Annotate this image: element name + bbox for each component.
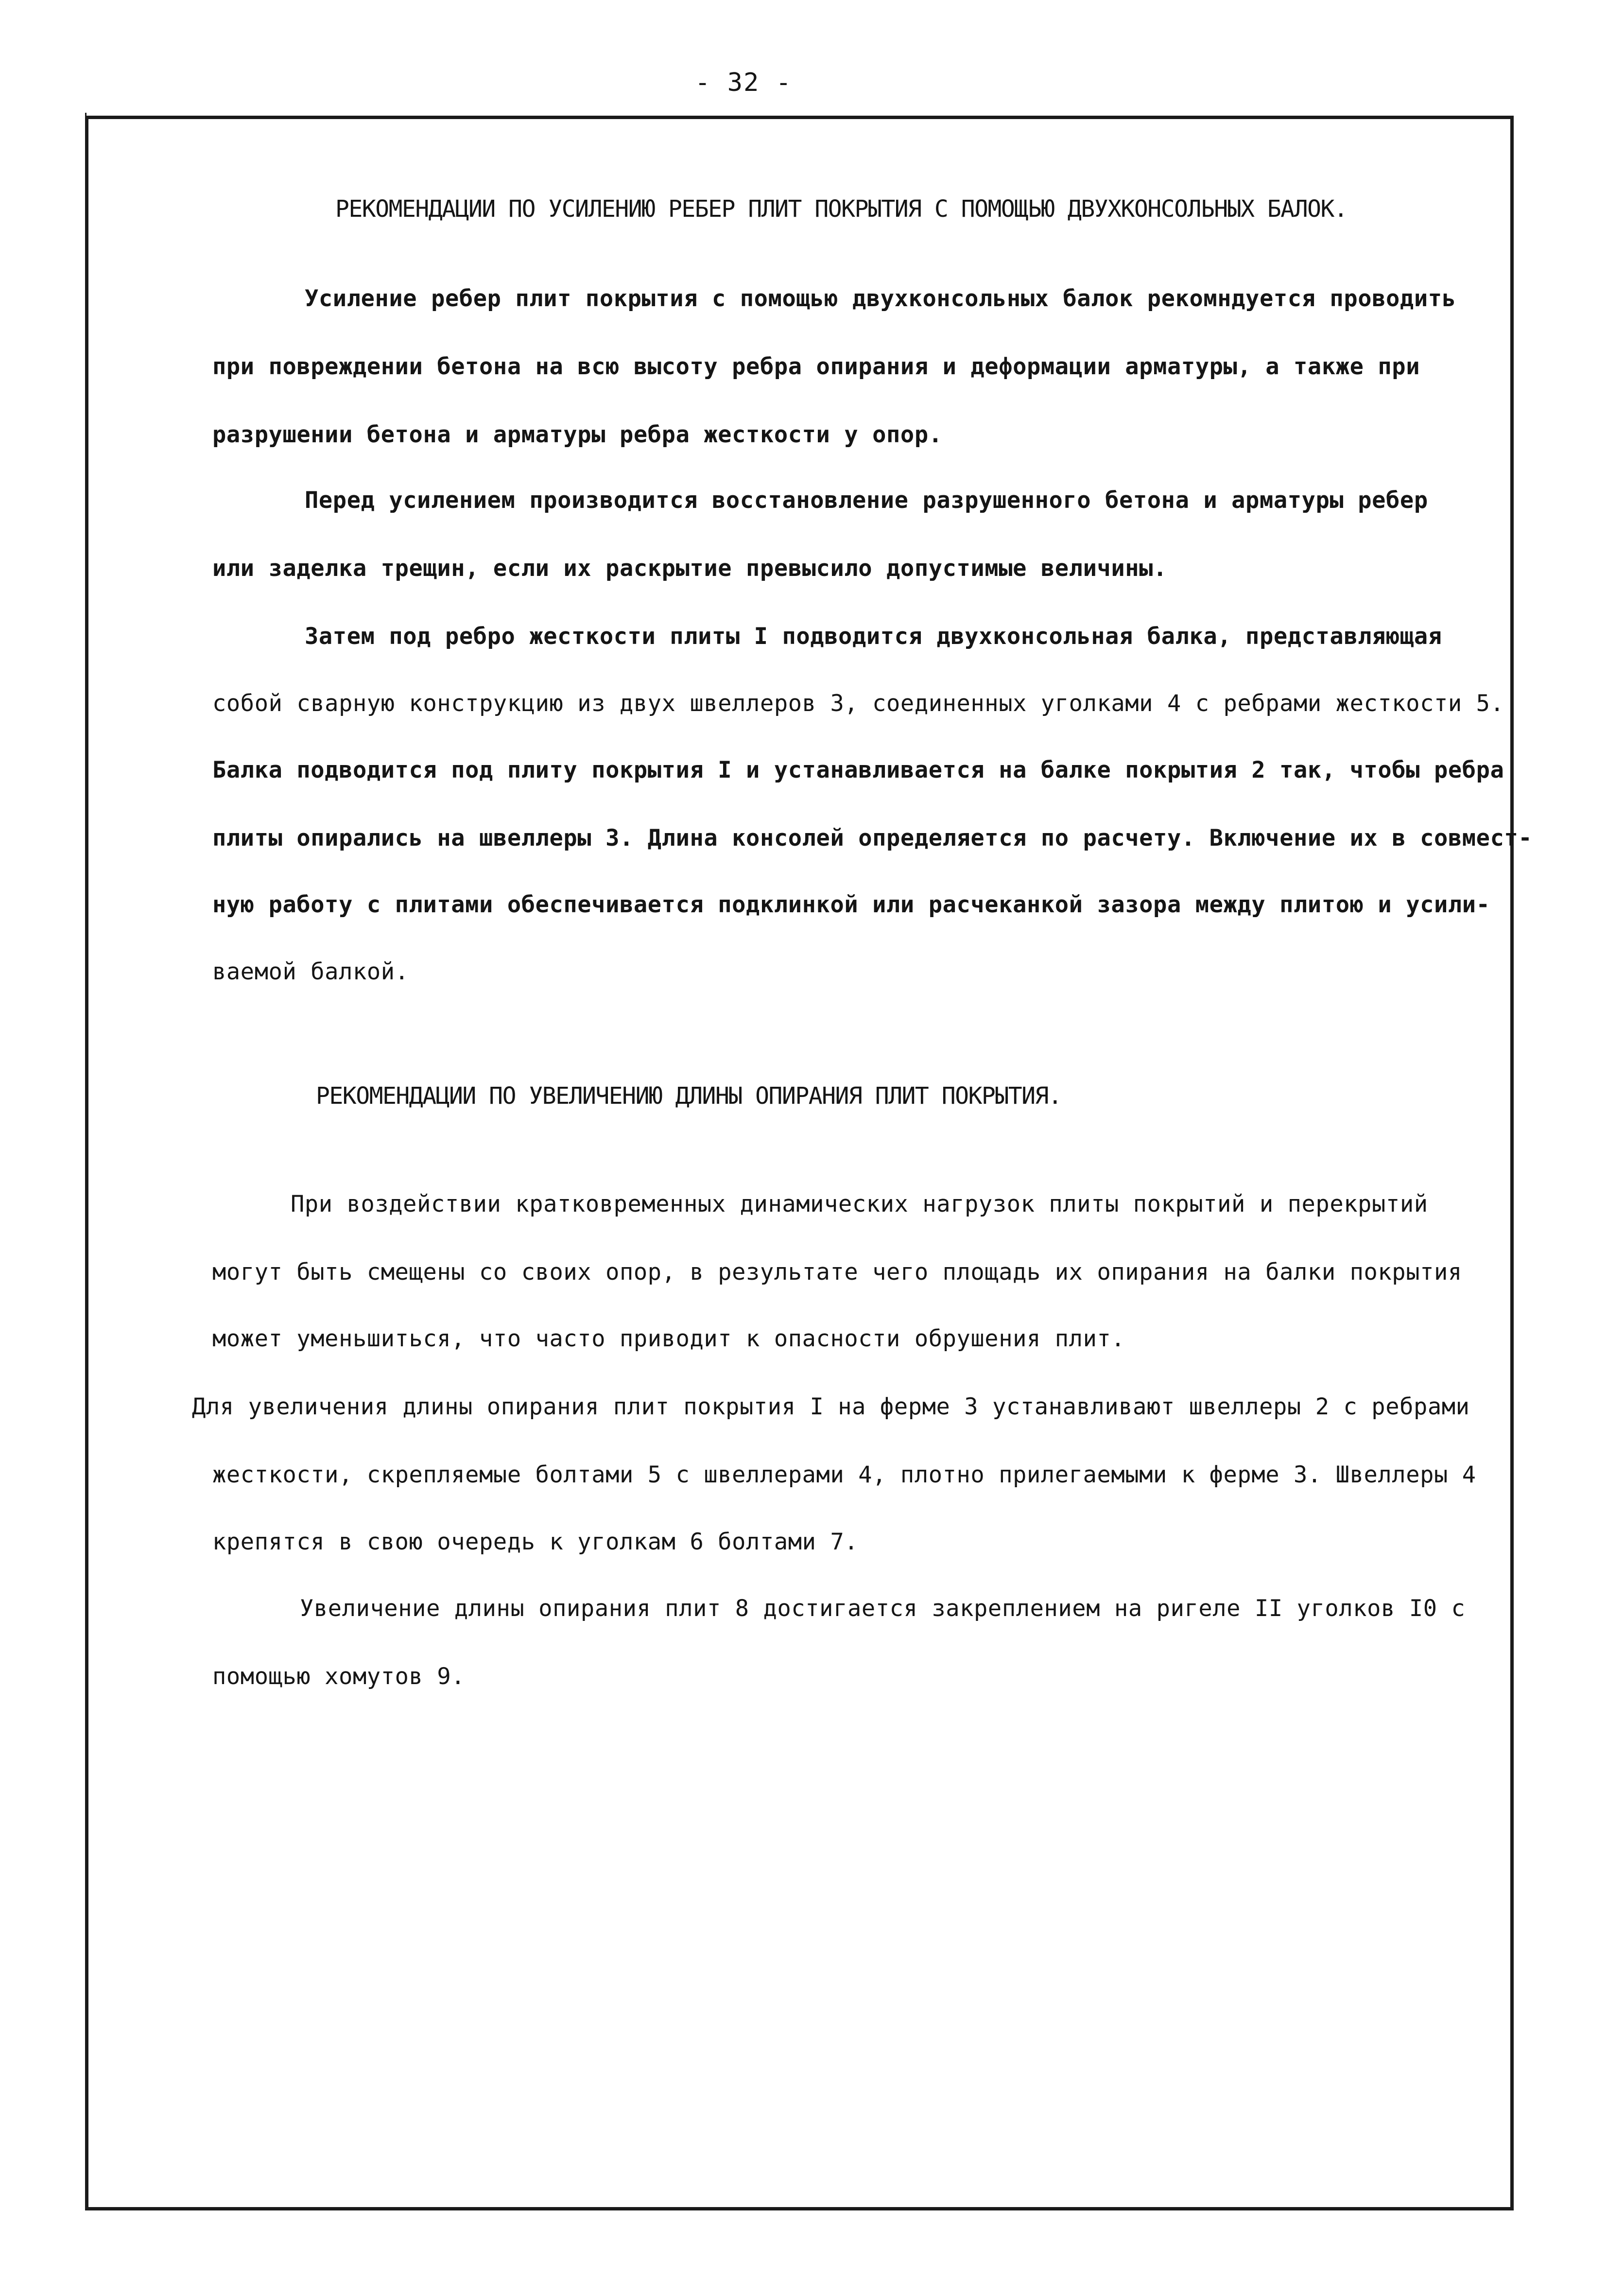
s1-line: ную работу с плитами обеспечивается подклинкой или расчеканкой зазора между плитою и усили-: [212, 891, 1490, 918]
s1-line: ваемой балкой.: [212, 958, 409, 985]
s1-line: при повреждении бетона на всю высоту ребра опирания и деформации арматуры, а также при: [212, 353, 1420, 380]
s1-line: или заделка трещин, если их раскрытие превысило допустимые величины.: [212, 555, 1167, 582]
s2-line: Для увеличения длины опирания плит покрытия I на ферме 3 устанавливают швеллеры 2 с ребрами: [192, 1393, 1470, 1420]
s1-line: Усиление ребер плит покрытия с помощью двухконсольных балок рекомндуется проводить: [305, 285, 1456, 312]
s1-line: собой сварную конструкцию из двух швеллеров 3, соединенных уголками 4 с ребрами жесткости 5.: [212, 690, 1504, 717]
s2-line: При воздействии кратковременных динамических нагрузок плиты покрытий и перекрытий: [291, 1191, 1428, 1218]
section1-heading: РЕКОМЕНДАЦИИ ПО УСИЛЕНИЮ РЕБЕР ПЛИТ ПОКРЫТИЯ С ПОМОЩЬЮ ДВУХКОНСОЛЬНЫХ БАЛОК.: [335, 195, 1348, 223]
section2-heading: РЕКОМЕНДАЦИИ ПО УВЕЛИЧЕНИЮ ДЛИНЫ ОПИРАНИЯ ПЛИТ ПОКРЫТИЯ.: [316, 1082, 1062, 1110]
s2-line: жесткости, скрепляемые болтами 5 с швеллерами 4, плотно прилегаемыми к ферме 3. Швеллеры 4: [212, 1461, 1476, 1488]
s2-line: может уменьшиться, что часто приводит к опасности обрушения плит.: [212, 1325, 1125, 1352]
s1-line: плиты опирались на швеллеры 3. Длина консолей определяется по расчету. Включение их в совмест-: [212, 825, 1533, 852]
page-number: - 32 -: [695, 68, 792, 97]
s1-line: разрушении бетона и арматуры ребра жесткости у опор.: [212, 421, 943, 448]
s1-line: Затем под ребро жесткости плиты I подводится двухконсольная балка, представляющая: [305, 623, 1442, 650]
s1-line: Балка подводится под плиту покрытия I и устанавливается на балке покрытия 2 так, чтобы ребра: [212, 757, 1504, 783]
s2-line: крепятся в свою очередь к уголкам 6 болтами 7.: [212, 1529, 859, 1555]
s2-line: Увеличение длины опирания плит 8 достигается закреплением на ригеле II уголков I0 с: [300, 1595, 1466, 1622]
s1-line: Перед усилением производится восстановление разрушенного бетона и арматуры ребер: [305, 487, 1428, 514]
s2-line: помощью хомутов 9.: [212, 1663, 466, 1690]
s2-line: могут быть смещены со своих опор, в результате чего площадь их опирания на балки покрытия: [212, 1259, 1462, 1286]
